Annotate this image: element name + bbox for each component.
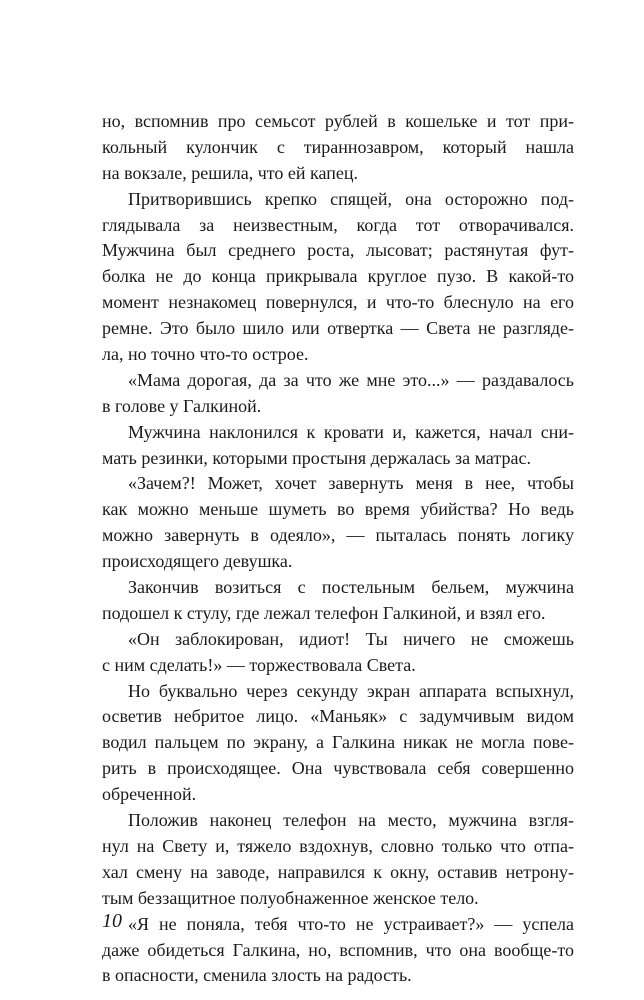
text-line: нул на Свету и, тяжело вздохнув, словно только что отпа- <box>102 835 574 856</box>
text-line: рить в происходящее. Она чувствовала себя совершенно <box>102 758 574 779</box>
text-line: Мужчина был среднего роста, лысоват; растянутая фут- <box>102 240 574 261</box>
paragraph <box>102 912 574 990</box>
paragraph <box>102 109 574 187</box>
text-line: болка не до конца прикрывала круглое пузо. В какой-то <box>102 266 574 287</box>
text-line: Закончив возиться с постельным бельем, мужчина <box>128 577 574 598</box>
text-line: «Я не поняла, тебя что-то не устраивает?» — успела <box>128 913 574 934</box>
text-line: глядывала за неизвестным, когда тот отворачивался. <box>102 214 574 235</box>
text-line: даже обидеться Галкина, но, вспомнив, что она вообще-то <box>102 939 574 960</box>
text-line: в опасности, сменила злость на радость. <box>102 965 412 986</box>
text-line: осветив небритое лицо. «Маньяк» с задумчивым видом <box>102 706 574 727</box>
text-line: мать резинки, которыми простыня держалась за матрас. <box>102 447 531 468</box>
text-line: происходящего девушка. <box>102 551 293 572</box>
text-line: ремне. Это было шило или отвертка — Света не разгляде- <box>102 318 574 339</box>
text-line: в голове у Галкиной. <box>102 395 262 416</box>
text-line: «Он заблокирован, идиот! Ты ничего не сможешь <box>128 628 574 649</box>
paragraph <box>102 471 574 575</box>
paragraph <box>102 420 574 472</box>
text-line: ла, но точно что-то острое. <box>102 344 309 365</box>
text-line: с ним сделать!» — торжествовала Света. <box>102 654 416 675</box>
text-line: водил пальцем по экрану, а Галкина никак не могла пове- <box>102 732 574 753</box>
text-line: но, вспомнив про семьсот рублей в кошельке и тот при- <box>102 111 574 131</box>
text-line: кольный кулончик с тираннозавром, который нашла <box>102 136 574 157</box>
paragraph <box>102 679 574 808</box>
text-line: Но буквально через секунду экран аппарата вспыхнул, <box>128 680 574 701</box>
body-text <box>102 109 574 989</box>
text-line: обреченной. <box>102 784 197 805</box>
text-line: момент незнакомец повернулся, и что-то блеснуло на его <box>102 292 574 313</box>
text-line: Притворившись крепко спящей, она осторожно под- <box>128 188 574 209</box>
text-line: как можно меньше шуметь во время убийства? Но ведь <box>102 499 574 520</box>
text-line: подошел к стулу, где лежал телефон Галкиной, и взял его. <box>102 602 546 623</box>
text-line: на вокзале, решила, что ей капец. <box>102 162 358 183</box>
paragraph <box>102 575 574 627</box>
text-line: «Мама дорогая, да за что же мне это...» — раздавалось <box>128 369 574 390</box>
paragraph <box>102 627 574 679</box>
text-line: Положив наконец телефон на место, мужчина взгля- <box>128 810 574 831</box>
text-line: можно завернуть в одеяло», — пыталась понять логику <box>102 525 574 546</box>
text-line: Мужчина наклонился к кровати и, кажется, начал сни- <box>128 421 574 442</box>
page-number: 10 <box>102 910 122 932</box>
text-line: хал смену на заводе, направился к окну, оставив нетрону- <box>102 861 574 882</box>
paragraph <box>102 808 574 912</box>
text-line: тым беззащитное полуобнаженное женское тело. <box>102 887 479 908</box>
paragraph <box>102 368 574 420</box>
text-line: «Зачем?! Может, хочет завернуть меня в нее, чтобы <box>128 473 574 494</box>
paragraph <box>102 187 574 368</box>
